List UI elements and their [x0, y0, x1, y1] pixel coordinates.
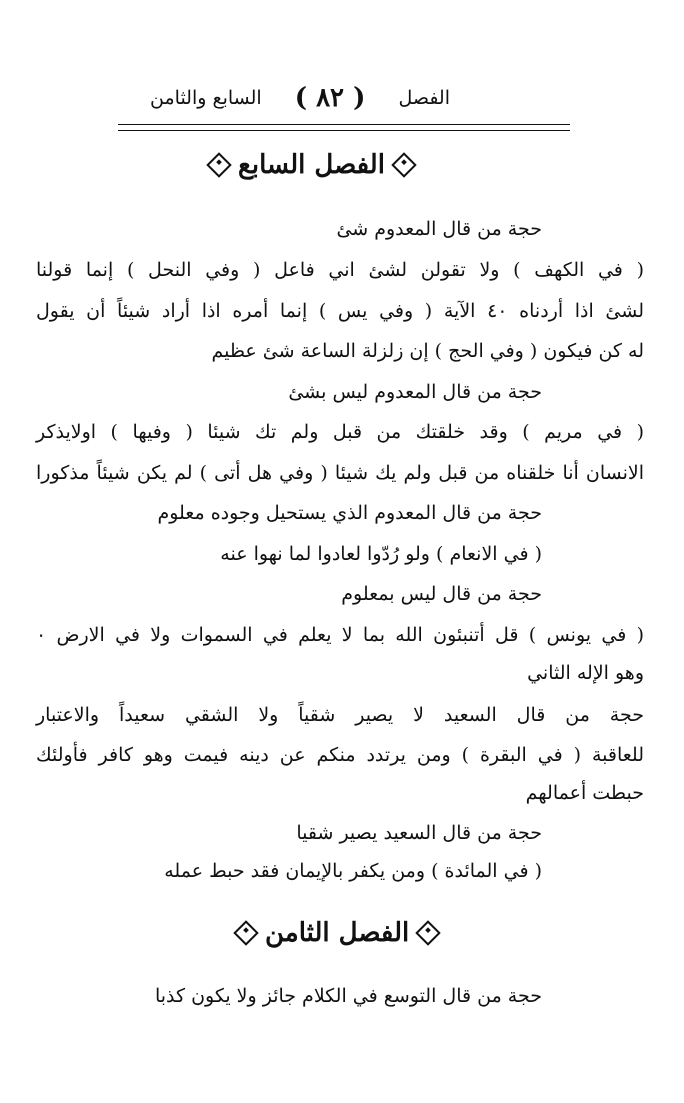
running-header [150, 78, 450, 118]
text-line: حجة من قال المعدوم ليس بشئ [288, 381, 542, 403]
ornament-icon [391, 152, 416, 177]
text-line: حجة من قال السعيد يصير شقيا [296, 822, 542, 844]
ornament-icon [415, 920, 440, 945]
chapter-seven-title-text: الفصل السابع [238, 150, 385, 180]
header-chapter-label: الفصل [398, 87, 450, 109]
header-chapter-names: السابع والثامن [150, 87, 262, 109]
text-line: وهو الإله الثاني [527, 662, 644, 684]
text-line: للعاقبة ( في البقرة ) ومن يرتدد منكم عن دينه فيمت وهو كافر فأولئك [36, 744, 644, 766]
text-line: له كن فيكون ( وفي الحج ) إن زلزلة الساعة شئ عظيم [211, 340, 644, 362]
text-line: حجة من قال ليس بمعلوم [341, 583, 542, 605]
text-line: ( في الانعام ) ولو رُدّوا لعادوا لما نهوا عنه [220, 543, 542, 565]
header-rule-top [118, 124, 570, 125]
chapter-eight-title [237, 918, 437, 948]
text-line: الانسان أنا خلقناه من قبل ولم يك شيئا ( وفي هل أتى ) لم يكن شيئاً مذكورا [36, 462, 644, 484]
text-line: حجة من قال التوسع في الكلام جائز ولا يكون كذبا [154, 985, 542, 1007]
chapter-seven-title [210, 150, 413, 180]
ornament-icon [233, 920, 258, 945]
text-line: حجة من قال المعدوم الذي يستحيل وجوده معلوم [157, 502, 542, 524]
ornament-icon [206, 152, 231, 177]
header-rule-bottom [118, 130, 570, 131]
text-line: ( في يونس ) قل أتنبئون الله بما لا يعلم في السموات ولا في الارض ٠ [36, 624, 644, 646]
text-line: ( في المائدة ) ومن يكفر بالإيمان فقد حبط عمله [164, 860, 542, 882]
chapter-eight-title-text: الفصل الثامن [265, 918, 410, 948]
page-number: ( ٨٢ ) [294, 83, 366, 113]
text-line: حبطت أعمالهم [525, 782, 644, 804]
text-line: ( في الكهف ) ولا تقولن لشئ اني فاعل ( وفي النحل ) إنما قولنا [36, 259, 644, 281]
text-line: لشئ اذا أردناه ٤٠ الآية ( وفي يس ) إنما أمره اذا أراد شيئاً أن يقول [36, 300, 644, 322]
text-line: حجة من قال السعيد لا يصير شقياً ولا الشقي سعيداً والاعتبار [36, 704, 644, 726]
text-line: ( في مريم ) وقد خلقتك من قبل ولم تك شيئا ( وفيها ) اولايذكر [36, 421, 644, 443]
text-line: حجة من قال المعدوم شئ [336, 218, 542, 240]
